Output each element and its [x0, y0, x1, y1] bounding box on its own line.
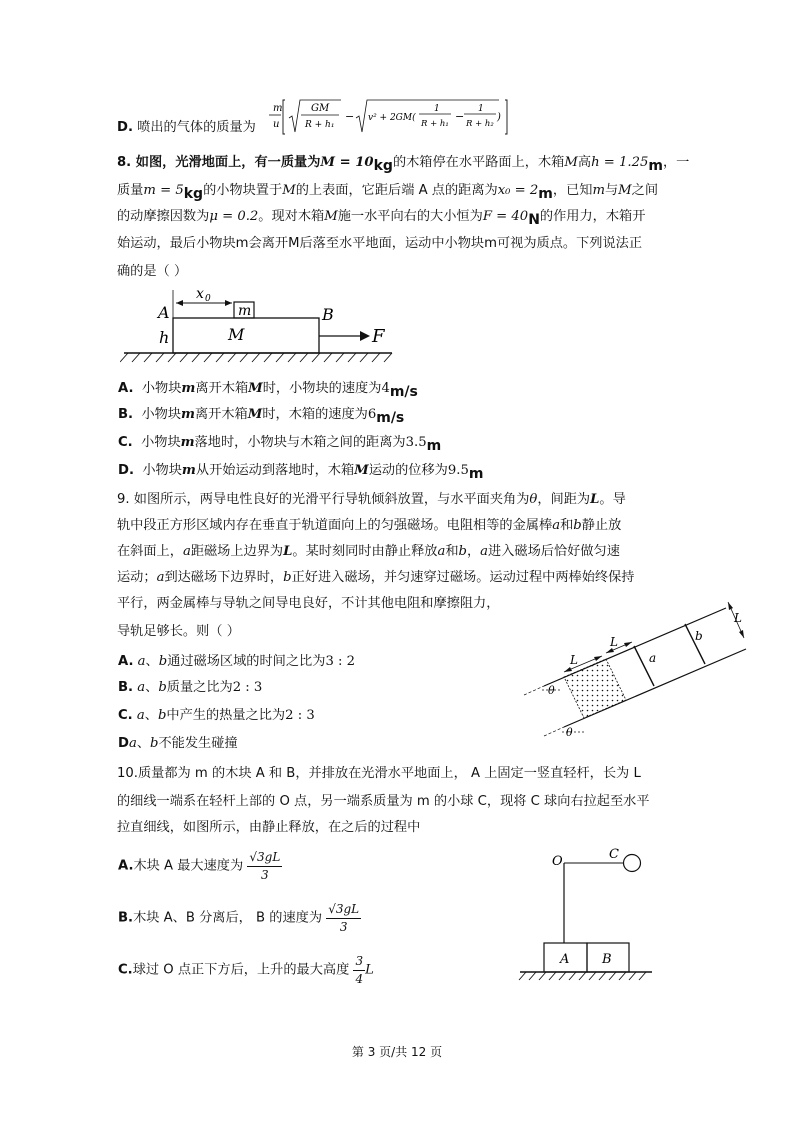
fraction: $\frac{√3gL}{3}$	[249, 850, 281, 882]
q10-line-3: 拉直细线，如图所示，由静止释放，在之后的过程中	[117, 820, 421, 835]
q9-line-1: 9. 如图所示，两导电性良好的光滑平行导轨倾斜放置，与水平面夹角为θ，间距为L。导	[117, 492, 626, 507]
ball-C	[624, 855, 641, 872]
q8-option-b: B. 小物块m离开木箱M时，木箱的速度为6m/s	[118, 407, 405, 426]
q8-line-5: 确的是（ ）	[117, 264, 188, 279]
formula-minus: −	[345, 110, 355, 123]
label-A: A	[158, 303, 170, 322]
formula-r-h1-b: R + h₁	[421, 119, 449, 129]
q8-line-3: 的动摩擦因数为μ = 0.2。现对木箱M施一水平向右的大小恒为F = 40N的作用力，木箱开	[117, 209, 646, 228]
q9-line-4: 运动；a到达磁场下边界时，b正好进入磁场，并匀速穿过磁场。运动过程中两棒始终保持	[117, 570, 635, 585]
formula-v2: v² + 2GM(	[368, 113, 416, 123]
q8-figure-block-on-box	[120, 286, 400, 366]
q8-option-d: D. 小物块m从开始运动到落地时，木箱M运动的位移为9.5m	[118, 463, 484, 482]
q8-option-a: A. 小物块m离开木箱M时，小物块的速度为4m/s	[118, 381, 418, 400]
label-x0-sub: 0	[205, 294, 211, 304]
formula-one-a: 1	[434, 104, 440, 114]
q8-line-2: 质量m = 5kg的小物块置于M的上表面，它距后端 A 点的距离为x₀ = 2m，已知m与M之间	[117, 183, 659, 202]
label-h: h	[159, 328, 170, 347]
label-L-left: L	[570, 653, 578, 667]
q10-option-c: C.球过 O 点正下方后，上升的最大高度 $\frac{3}{4}$ L	[118, 954, 374, 986]
formula-gm: GM	[311, 103, 330, 114]
q10-line-2: 的细线一端系在轻杆上部的 O 点，另一端系质量为 m 的小球 C，现将 C 球向右拉起至水平	[117, 794, 650, 809]
q9-figure-inclined-rails	[520, 598, 760, 738]
q10-line-1: 10.质量都为 m 的木块 A 和 B，并排放在光滑水平地面上， A 上固定一竖直轻杆，长为 L	[117, 766, 641, 781]
fuel-mass-formula	[267, 96, 527, 140]
formula-r-h1: R + h₁	[305, 120, 335, 130]
formula-one-b: 1	[478, 104, 484, 114]
label-b: b	[695, 629, 703, 643]
label-M: M	[228, 325, 245, 344]
q9-line-2: 轨中段正方形区域内存在垂直于轨道面向上的匀强磁场。电阻相等的金属棒a和b静止放	[117, 518, 622, 533]
label-F: F	[372, 326, 385, 347]
label-C: C	[609, 847, 619, 862]
formula-close: )	[497, 112, 501, 123]
formula-r-h2: R + h₂	[466, 119, 494, 129]
q10-option-b: B.木块 A、B 分离后， B 的速度为 $\frac{√3gL}{3}$	[118, 902, 360, 934]
q10-figure-pendulum-blocks	[516, 846, 666, 986]
label-B: B	[322, 305, 334, 324]
q9-option-c: C. a、b中产生的热量之比为2 : 3	[118, 708, 315, 723]
q9-option-a: A. a、b通过磁场区域的时间之比为3 : 2	[118, 654, 356, 669]
q9-option-d: Da、b不能发生碰撞	[118, 736, 238, 751]
option-text: 喷出的气体的质量为	[137, 120, 256, 135]
option-label: D.	[117, 120, 133, 135]
label-x0: x	[196, 286, 204, 302]
label-B: B	[602, 952, 612, 967]
q8-line-4: 始运动，最后小物块m会离开M后落至水平地面，运动中小物块m可视为质点。下列说法正	[117, 236, 643, 251]
label-A: A	[560, 952, 570, 967]
page-footer: 第 3 页/共 12 页	[351, 1045, 443, 1059]
q9-line-5: 平行，两金属棒与导轨之间导电良好，不计其他电阻和摩擦阻力，	[117, 596, 500, 611]
q9-line-6: 导轨足够长。则（ ）	[117, 624, 240, 639]
label-a: a	[649, 651, 657, 665]
formula-u: u	[273, 119, 280, 130]
q9-option-b: B. a、b质量之比为2 : 3	[118, 680, 263, 695]
q8-option-c: C. 小物块m落地时，小物块与木箱之间的距离为3.5m	[118, 435, 442, 454]
formula-m: m	[273, 103, 283, 114]
label-O: O	[552, 854, 563, 869]
formula-minus-b: −	[455, 110, 465, 123]
theta-lower: θ	[566, 726, 573, 738]
q10-option-a: A.木块 A 最大速度为 $\frac{√3gL}{3}$	[118, 850, 281, 882]
q9-line-3: 在斜面上，a距磁场上边界为L。某时刻同时由静止释放a和b，a进入磁场后恰好做匀速	[117, 544, 620, 559]
fraction: $\frac{√3gL}{3}$	[328, 902, 360, 934]
label-m: m	[238, 303, 252, 319]
theta-upper: θ	[548, 684, 555, 697]
fraction: $\frac{3}{4}$	[355, 954, 364, 986]
label-L-right: L	[734, 611, 742, 625]
q8-line-1: 8. 如图，光滑地面上，有一质量为M = 10kg的木箱停在水平路面上，木箱M高h = 1.25m，一	[117, 155, 690, 174]
box-M	[173, 318, 319, 353]
label-L-mid: L	[610, 635, 618, 649]
